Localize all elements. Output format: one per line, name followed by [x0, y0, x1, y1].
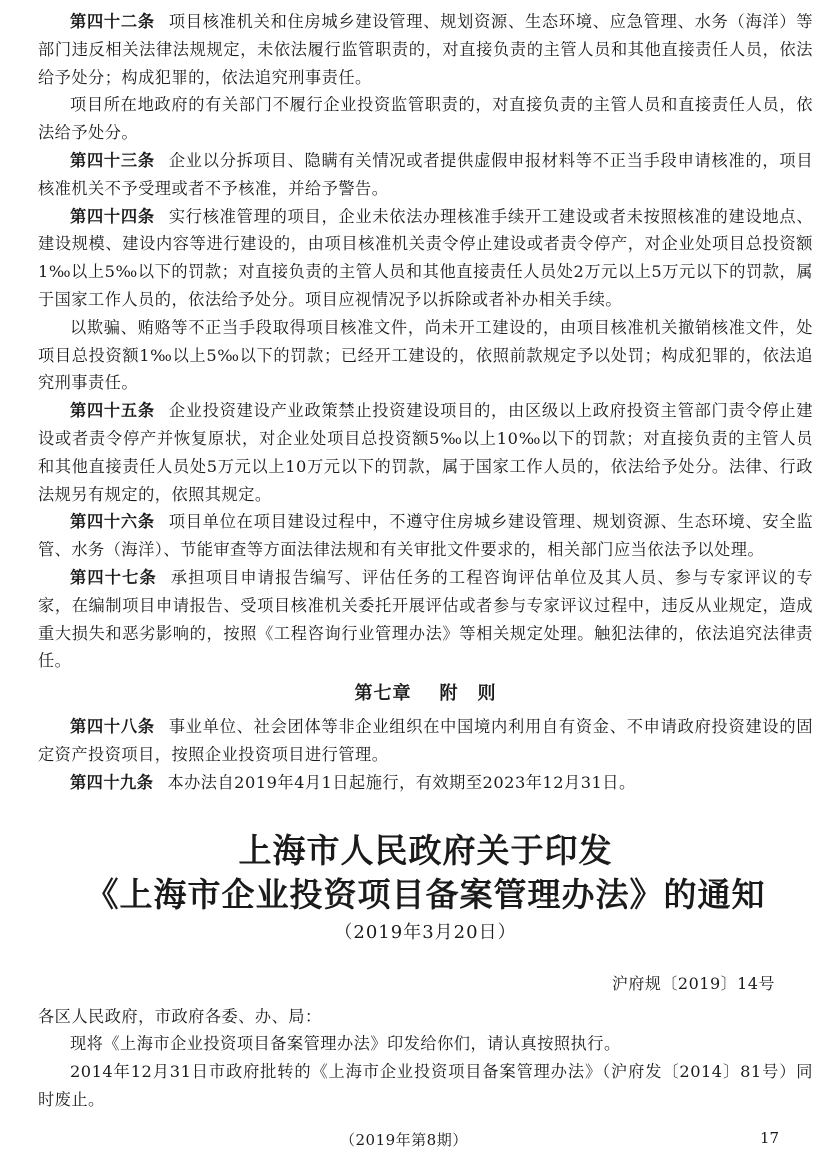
article-paragraph — [38, 508, 813, 564]
notice-date: （2019年3月20日） — [334, 921, 517, 943]
article-paragraph — [38, 769, 813, 797]
article-text: 项目所在地政府的有关部门不履行企业投资监管职责的，对直接负责的主管人员和直接责任人员，依法给予处分。 — [38, 95, 813, 143]
notice-body-paragraph: 2014年12月31日市政府批转的《上海市企业投资项目备案管理办法》（沪府发〔2014〕81号）同时废止。 — [38, 1062, 813, 1109]
chapter-number: 第七章 — [354, 683, 412, 705]
page-footer — [0, 1129, 827, 1153]
article-text: 以欺骗、贿赂等不正当手段取得项目核准文件，尚未开工建设的，由项目核准机关撤销核准文件，处项目总投资额1‰以上5‰以下的罚款；已经开工建设的，依照前款规定予以处罚；构成犯罪的，依法追究刑事责任。 — [38, 317, 813, 393]
article-text: 企业以分拆项目、隐瞒有关情况或者提供虚假申报材料等不正当手段申请核准的，项目核准机关不予受理或者不予核准，并给予警告。 — [38, 150, 814, 198]
addressee: 各区人民政府，市政府各委、办、局： — [38, 1006, 322, 1026]
article-text: 承担项目申请报告编写、评估任务的工程咨询评估单位及其人员、参与专家评议的专家，在编制项目申请报告、受项目核准机关委托开展评估或者参与专家评议过程中，违反从业规定，造成重大损失和恶劣影响的，按照《工程咨询行业管理办法》等相关规定处理。触犯法律的，依法追究法律责任。 — [38, 567, 814, 671]
article-number: 第四十二条 — [70, 12, 155, 31]
article-paragraph — [38, 91, 813, 147]
article-text: 事业单位、社会团体等非企业组织在中国境内利用自有资金、不申请政府投资建设的固定资产投资项目，按照企业投资项目进行管理。 — [38, 717, 814, 764]
article-number: 第四十七条 — [70, 567, 157, 587]
article-number: 第四十八条 — [70, 717, 155, 737]
article-number: 第四十六条 — [70, 512, 155, 532]
page-content — [38, 8, 813, 1114]
document-number: 沪府规〔2019〕14号 — [611, 973, 775, 993]
page-number: 17 — [760, 1129, 780, 1147]
issue-label: （2019年第8期） — [340, 1131, 468, 1149]
article-paragraph — [38, 564, 813, 675]
article-paragraph — [38, 8, 813, 91]
article-text: 项目核准机关和住房城乡建设管理、规划资源、生态环境、应急管理、水务（海洋）等部门违反相关法律法规规定，未依法履行监管职责的，对直接负责的主管人员和其他直接责任人员，依法给予处分；构成犯罪的，依法追究刑事责任。 — [38, 12, 814, 87]
article-number: 第四十九条 — [70, 772, 154, 792]
chapter-heading — [38, 679, 813, 709]
notice-title-block — [38, 829, 813, 947]
article-number: 第四十五条 — [70, 401, 155, 421]
notice-body-paragraph: 现将《上海市企业投资项目备案管理办法》印发给你们，请认真按照执行。 — [70, 1034, 621, 1054]
notice-title-line-2: 《上海市企业投资项目备案管理办法》的通知 — [85, 874, 766, 914]
notice-title-line-1: 上海市人民政府关于印发 — [238, 830, 613, 870]
article-paragraph — [38, 314, 813, 397]
article-text: 企业投资建设产业政策禁止投资建设项目的，由区级以上政府投资主管部门责令停止建设或者责令停产并恢复原状，对企业处项目总投资额5‰以上10‰以下的罚款；对直接负责的主管人员和其他直接责任人员处5万元以上10万元以下的罚款，属于国家工作人员的，依法给予处分。法律、行政法规另有规定的，依照其规定。 — [38, 401, 814, 504]
article-number: 第四十四条 — [70, 206, 155, 226]
article-text: 本办法自2019年4月1日起施行，有效期至2023年12月31日。 — [167, 772, 636, 792]
article-number: 第四十三条 — [70, 150, 155, 170]
chapter-name: 附 则 — [439, 683, 497, 705]
article-paragraph — [38, 147, 813, 203]
article-paragraph — [38, 713, 813, 769]
article-paragraph — [38, 397, 813, 508]
article-text: 项目单位在项目建设过程中，不遵守住房城乡建设管理、规划资源、生态环境、安全监管、水务（海洋）、节能审查等方面法律法规和有关审批文件要求的，相关部门应当依法予以处理。 — [38, 512, 814, 560]
article-paragraph — [38, 203, 813, 314]
article-text: 实行核准管理的项目，企业未依法办理核准手续开工建设或者未按照核准的建设地点、建设规模、建设内容等进行建设的，由项目核准机关责令停止建设或者责令停产，对企业处项目总投资额1‰以上5‰以下的罚款；对直接负责的主管人员和其他直接责任人员处2万元以上5万元以下的罚款，属于国家工作人员的，依法给予处分。项目应视情况予以拆除或者补办相关手续。 — [38, 206, 814, 309]
